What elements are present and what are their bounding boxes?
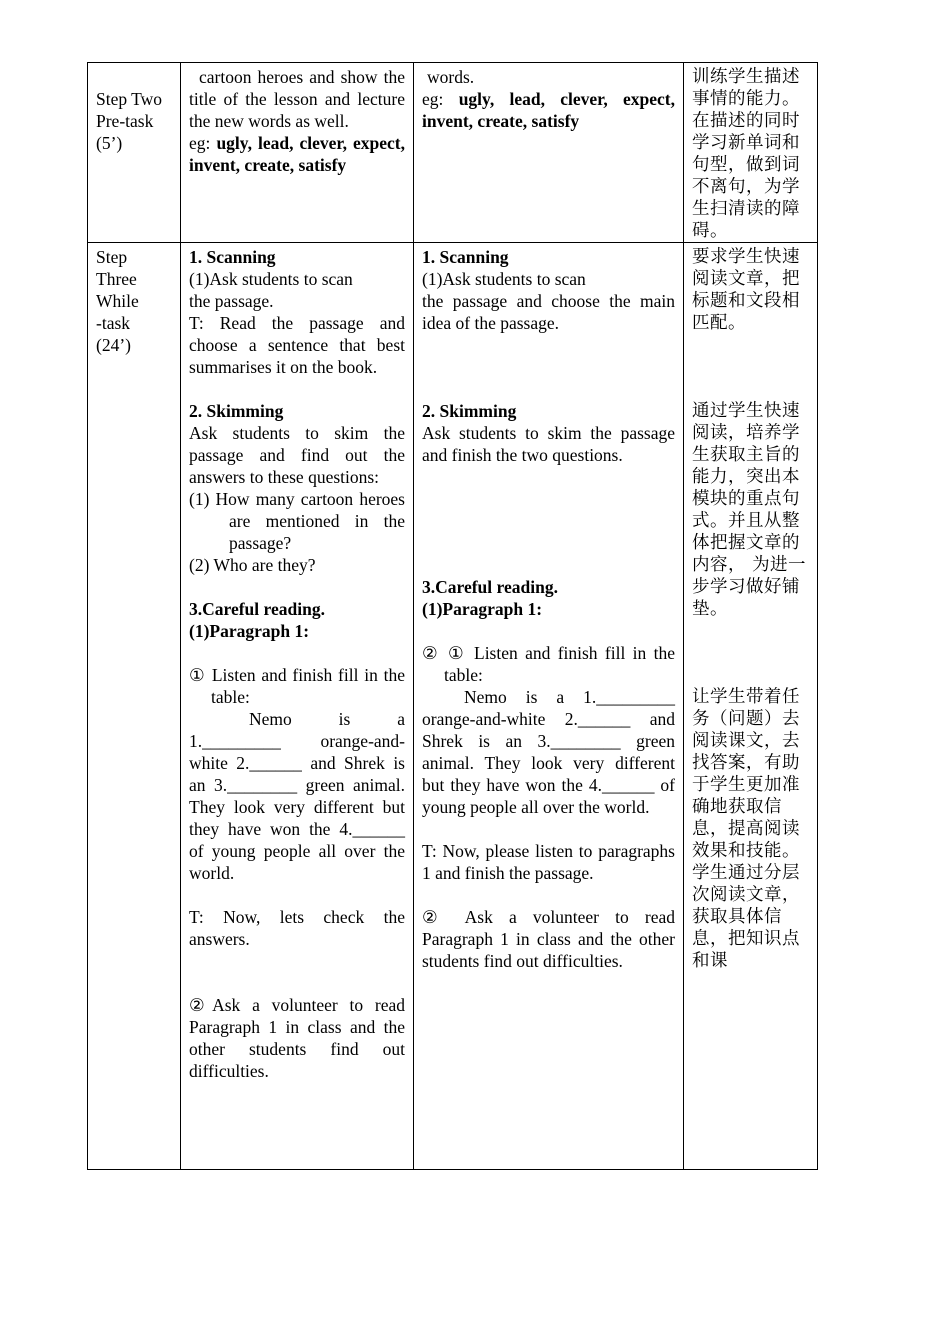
vocab-words: ugly, lead, clever, expect, invent, create, satisfy — [422, 89, 675, 131]
instruction: Ask students to skim the passage and find out the answers to these questions: — [189, 423, 405, 487]
section-heading: 3.Careful reading. — [422, 577, 558, 597]
instruction: T: Now, lets check the answers. — [189, 907, 405, 949]
section-heading: 3.Careful reading. — [189, 599, 325, 619]
purpose-text: 训练学生描述事情的能力。在描述的同时学习新单词和句型，做到词不离句，为学生扫清读的障碍。 — [692, 67, 800, 241]
section-heading: 1. Scanning — [189, 247, 276, 267]
purpose-text: 要求学生快速阅读文章，把标题和文段相匹配。 — [692, 247, 800, 333]
step-label: Step Two — [96, 89, 163, 109]
teacher-activity-cell — [181, 243, 414, 1170]
instruction: (1)Ask students to scan — [189, 269, 353, 289]
instruction: T: Now, please listen to paragraphs 1 and finish the passage. — [422, 841, 675, 883]
phase-label: Pre-task — [96, 111, 154, 131]
instruction: ② Ask a volunteer to read Paragraph 1 in class and the other students find out difficulties. — [422, 907, 675, 971]
student-activity-cell — [414, 243, 684, 1170]
time-label: (24’) — [96, 335, 131, 355]
section-heading: 2. Skimming — [422, 401, 517, 421]
instruction: ②Ask a volunteer to read Paragraph 1 in class and the other students find out difficulties. — [189, 995, 405, 1081]
step-cell — [88, 63, 181, 243]
step-label-2: Three — [96, 269, 137, 289]
instruction: (1)Ask students to scan — [422, 269, 586, 289]
eg-prefix: eg: — [422, 89, 444, 109]
fill-in-text: Nemo is a 1._________ orange-and-white 2.______ and Shrek is an 3.________ green animal. They look very different but they have won the 4.______ of young people all over the world. — [189, 709, 405, 883]
teacher-text: cartoon heroes and show the title of the lesson and lecture the new words as well. — [189, 67, 405, 131]
question: (2) Who are they? — [189, 555, 316, 575]
question: (1) How many cartoon heroes are mentioned in the passage? — [189, 489, 405, 553]
time-label: (5’) — [96, 133, 123, 153]
section-subheading: (1)Paragraph 1: — [189, 621, 310, 641]
purpose-cell — [684, 243, 818, 1170]
instruction: Ask students to skim the passage and finish the two questions. — [422, 423, 675, 465]
phase-label: While — [96, 291, 139, 311]
section-heading: 1. Scanning — [422, 247, 509, 267]
section-subheading: (1)Paragraph 1: — [422, 599, 543, 619]
step-cell — [88, 243, 181, 1170]
section-heading: 2. Skimming — [189, 401, 284, 421]
teacher-activity-cell — [181, 63, 414, 243]
step-label: Step — [96, 247, 128, 267]
lesson-plan-table — [87, 62, 818, 1170]
table-row — [88, 243, 818, 1170]
instruction: ② ① Listen and finish fill in the table: — [422, 643, 675, 685]
table-row — [88, 63, 818, 243]
phase-label-2: -task — [96, 313, 131, 333]
purpose-text: 通过学生快速阅读，培养学生获取主旨的能力，突出本模块的重点句式。并且从整体把握文章的内容， 为进一步学习做好铺垫。 — [692, 401, 807, 619]
student-text: words. — [427, 67, 475, 87]
fill-in-text: Nemo is a 1._________ orange-and-white 2.______ and Shrek is an 3.________ green animal. They look very different but they have won the 4.______ of young people all over the world. — [422, 687, 675, 817]
vocab-words: ugly, lead, clever, expect, invent, create, satisfy — [189, 133, 405, 175]
instruction: the passage and choose the main idea of the passage. — [422, 291, 675, 333]
purpose-cell — [684, 63, 818, 243]
instruction: T: Read the passage and choose a sentence that best summarises it on the book. — [189, 313, 405, 377]
instruction: ① Listen and finish fill in the table: — [189, 665, 405, 707]
purpose-text: 让学生带着任务（问题）去阅读课文，去找答案，有助于学生更加准确地获取信息，提高阅读效果和技能。学生通过分层次阅读文章，获取具体信息，把知识点和课 — [692, 687, 800, 971]
instruction: the passage. — [189, 291, 274, 311]
student-activity-cell — [414, 63, 684, 243]
eg-prefix: eg: — [189, 133, 211, 153]
